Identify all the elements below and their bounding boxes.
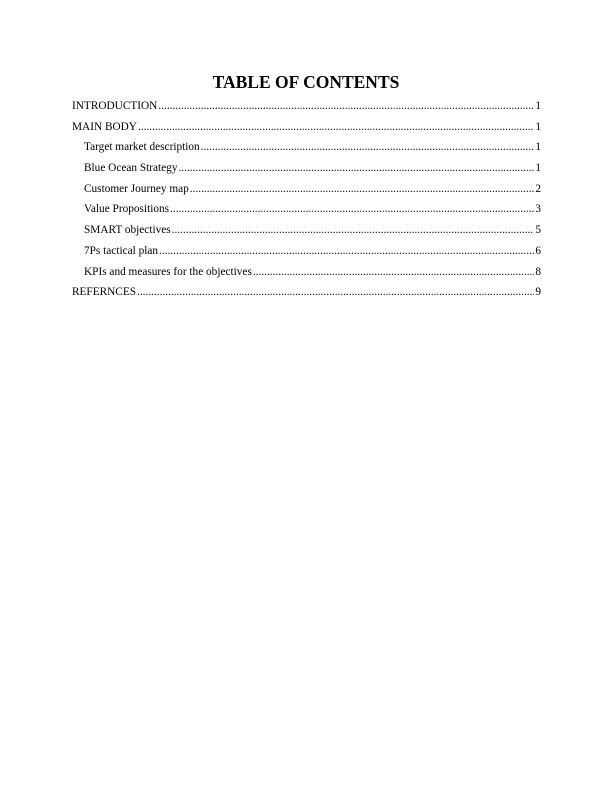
toc-entry-label: KPIs and measures for the objectives [84,265,252,278]
dot-leader [178,161,534,175]
toc-entry-page-number: 1 [535,120,541,133]
toc-entry-page-number: 9 [535,286,541,299]
dot-leader [138,120,534,134]
toc-entry-kpis-and-measures[interactable] [72,265,541,286]
page-title: TABLE OF CONTENTS [212,72,400,92]
dot-leader [158,99,534,113]
dot-leader [190,182,535,196]
dot-leader [172,223,535,237]
dot-leader [137,285,534,299]
toc-entry-7ps-tactical-plan[interactable] [72,244,541,265]
toc-entry-label: Value Propositions [84,203,170,216]
dot-leader [201,140,535,154]
toc-entry-page-number: 8 [535,265,541,278]
toc-entry-label: SMART objectives [84,224,171,237]
toc-entry-label: MAIN BODY [72,120,137,133]
toc-entry-page-number: 2 [535,182,541,195]
toc-entry-customer-journey-map[interactable] [72,182,541,203]
toc-entry-main-body[interactable] [72,120,541,141]
dot-leader [159,244,534,258]
toc-entry-label: Blue Ocean Strategy [84,162,178,175]
dot-leader [253,265,535,279]
toc-entry-label: 7Ps tactical plan [84,244,159,257]
toc-entry-page-number: 3 [535,203,541,216]
toc-entry-page-number: 1 [535,141,541,154]
toc-entry-blue-ocean-strategy[interactable] [72,161,541,182]
toc-entry-label: Customer Journey map [84,182,189,195]
toc-entry-introduction[interactable] [72,99,541,120]
toc-entry-refernces[interactable] [72,285,541,306]
toc-entry-target-market-description[interactable] [72,140,541,161]
toc-entry-page-number: 5 [535,224,541,237]
table-of-contents [72,99,541,306]
toc-entry-smart-objectives[interactable] [72,223,541,244]
toc-entry-page-number: 1 [535,162,541,175]
toc-entry-label: INTRODUCTION [72,100,158,112]
toc-entry-page-number: 6 [535,244,541,257]
dot-leader [170,202,534,216]
toc-entry-value-propositions[interactable] [72,202,541,223]
toc-entry-page-number: 1 [535,100,541,112]
toc-entry-label: Target market description [84,141,200,154]
toc-entry-label: REFERNCES [72,286,137,299]
